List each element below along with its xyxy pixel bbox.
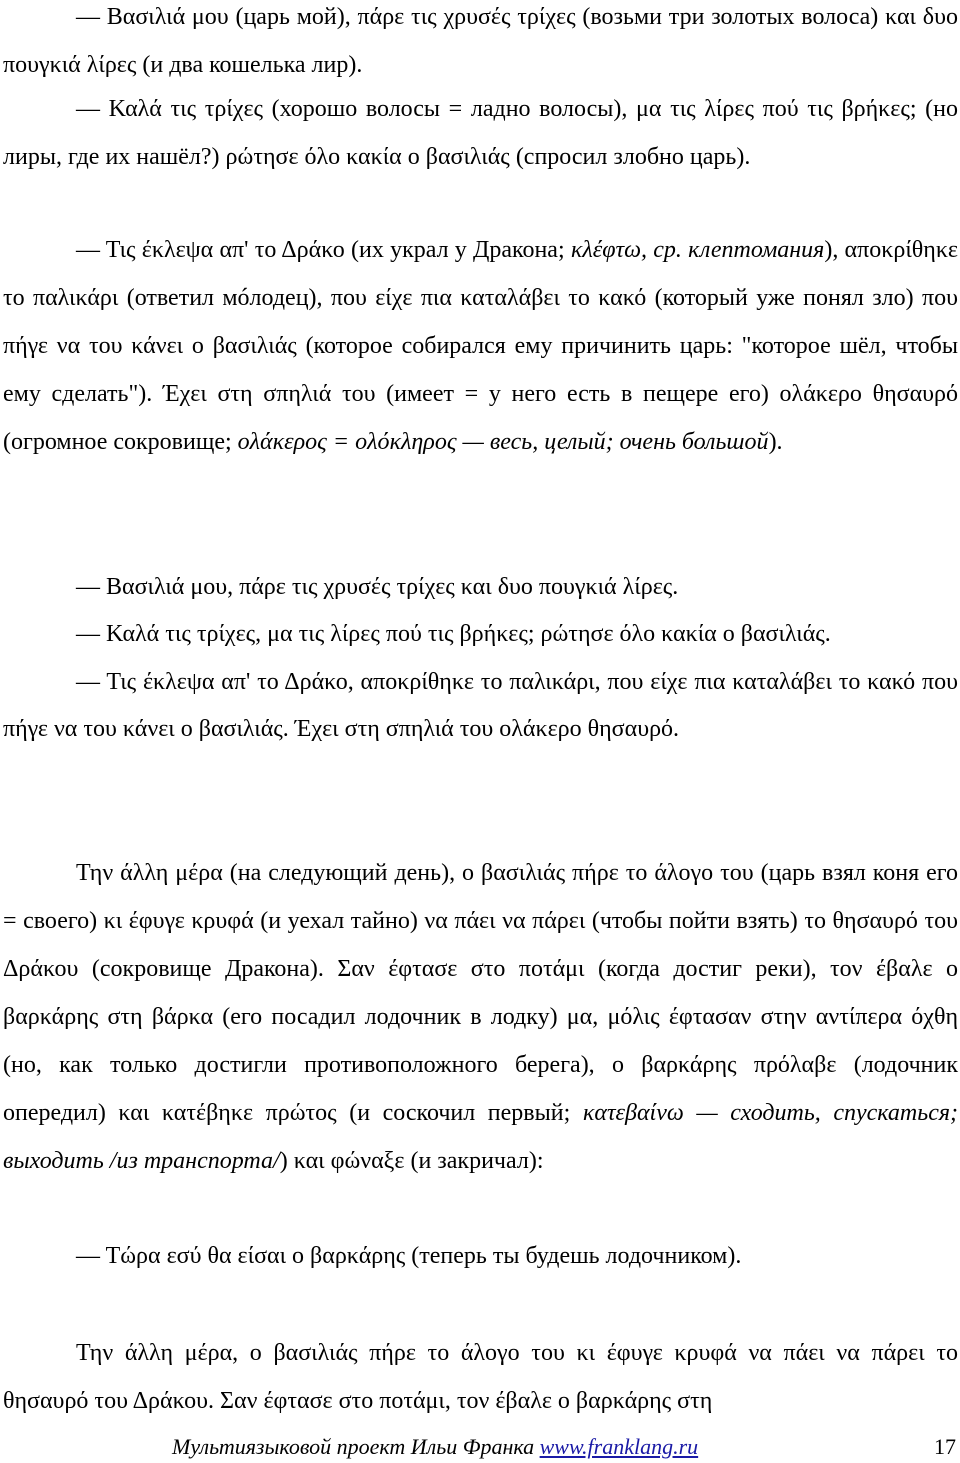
paragraph-3-gloss-2: ολάκερος = ολόκληρος — весь, целый; очень большой [237, 429, 769, 455]
paragraph-2-text: — Καλά τις τρίχες (хорошо волосы = ладно волосы), μα τις λίρες πού τις βρήκες; (но лиры, где их нашёл?) ρώτησε όλο κακία ο βασιλιάς (спросил злобно царь). [3, 96, 958, 170]
paragraph-8 [3, 1233, 958, 1280]
page-number: 17 [934, 1434, 956, 1459]
paragraph-4 [3, 564, 958, 611]
paragraph-6 [3, 659, 958, 753]
page-footer [0, 1432, 960, 1462]
paragraph-8-text: — Τώρα εσύ θα είσαι ο βαρκάρης (теперь ты будешь лодочником). [76, 1243, 742, 1269]
paragraph-3-gloss-1: κλέφτω, ср. клептомания [570, 237, 825, 263]
paragraph-5-text: — Καλά τις τρίχες, μα τις λίρες πού τις βρήκες; ρώτησε όλο κακία ο βασιλιάς. [76, 621, 831, 647]
paragraph-7 [3, 849, 958, 1185]
paragraph-3 [3, 226, 958, 466]
paragraph-7-text-a: Την άλλη μέρα (на следующий день), ο βασιλιάς πήρε το άλογο του (царь взял коня его = своего) κι έφυγε κρυφά (и уехал тайно) να πάει να πάρει (чтобы пойти взять) το θησαυρό του Δράκου (сокровище Дракона). Σαν έφτασε στο ποτάμι (когда достиг реки), τον έβαλε ο βαρκάρης στη βάρκα (его посадил лодочник в лодку) μα, μόλις έφτασαν στην αντίπερα όχθη (но, как только достигли противоположного берега), ο βαρκάρης πρόλαβε (лодочник опередил) και κατέβηκε πρώτος (и соскочил первый; [3, 860, 958, 1126]
paragraph-1-text: — Βασιλιά μου (царь мой), πάρε τις χρυσές τρίχες (возьми три золотых волоса) και δυο πουγκιά λίρες (и два кошелька лир). [3, 4, 958, 78]
paragraph-3-text-c: ). [768, 429, 783, 455]
paragraph-7-gloss: κατεβαίνω — сходить, спускаться; выходить /из транспорта/ [3, 1100, 958, 1174]
paragraph-6-text: — Τις έκλεψα απ' το Δράκο, αποκρίθηκε το παλικάρι, που είχε πια καταλάβει το κακό που πήγε να του κάνει ο βασιλιάς. Έχει στη σπηλιά του ολάκερο θησαυρό. [3, 669, 958, 742]
paragraph-4-text: — Βασιλιά μου, πάρε τις χρυσές τρίχες και δυο πουγκιά λίρες. [76, 574, 679, 600]
footer-website-link[interactable]: www.franklang.ru [539, 1434, 699, 1459]
paragraph-9 [3, 1329, 958, 1425]
paragraph-2 [3, 85, 958, 181]
footer-project-name: Мультиязыковой проект Ильи Франка [172, 1434, 535, 1459]
paragraph-9-text: Την άλλη μέρα, ο βασιλιάς πήρε το άλογο του κι έφυγε κρυφά να πάει να πάρει το θησαυρό του Δράκου. Σαν έφτασε στο ποτάμι, τον έβαλε ο βαρκάρης στη [3, 1340, 958, 1414]
paragraph-1 [3, 0, 958, 89]
paragraph-7-text-b: ) και φώναξε (и закричал): [279, 1148, 544, 1174]
paragraph-3-text-b: ), αποκρίθηκε το παλικάρι (ответил мóлодец), που είχε πια καταλάβει το κακό (который уже понял зло) που πήγε να του κάνει ο βασιλιάς (которое собирался ему причинить царь: "которое шёл, чтобы ему сделать"). Έχει στη σπηλιά του (имеет = у него есть в пещере его) ολάκερο θησαυρό (огромное сокровище; [3, 237, 958, 455]
paragraph-3-text-a: — Τις έκλεψα απ' το Δράκο (их украл у Дракона; [76, 237, 571, 263]
footer-credit [172, 1432, 698, 1462]
paragraph-5 [3, 611, 958, 658]
